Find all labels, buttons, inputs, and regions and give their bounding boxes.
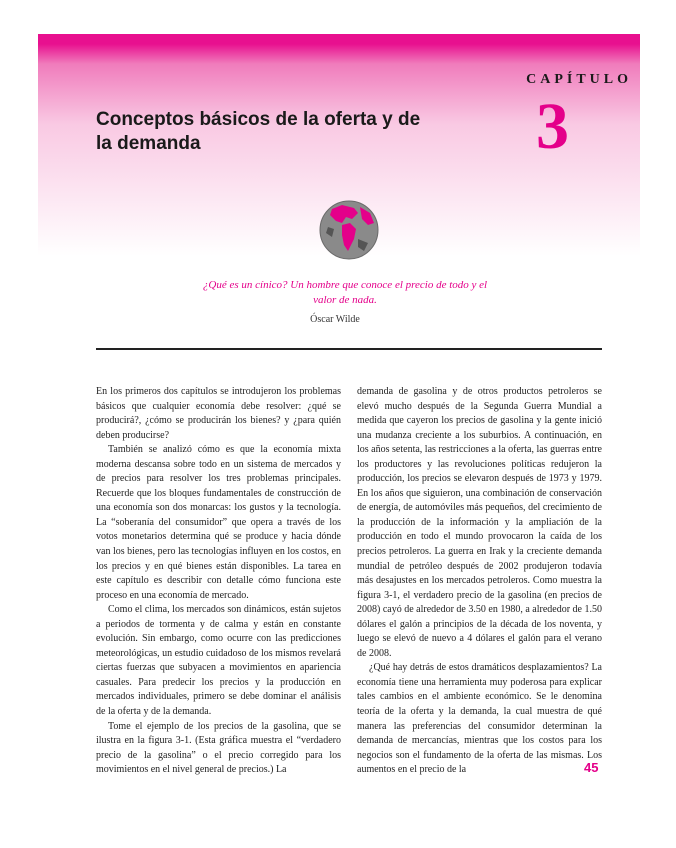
epigraph-quote: ¿Qué es un cínico? Un hombre que conoce el precio de todo y el valor de nada.: [202, 279, 488, 306]
paragraph: ¿Qué hay detrás de estos dramáticos desplazamientos? La economía tiene una herramienta muy poderosa para explicar tales cambios en el ambiente económico. Se le denomina teoría de la oferta y la demanda, la cual muestra de qué manera las preferencias del consumidor determinan la demanda de mercancías, mientras que los costos para los negocios son el fundamento de la oferta de las mismas. Los aumentos en el precio de la: [357, 662, 602, 776]
globe-icon: [318, 199, 380, 261]
chapter-label: CAPÍTULO: [526, 72, 632, 87]
paragraph: demanda de gasolina y de otros productos petroleros se elevó mucho después de la Segunda Guerra Mundial a medida que cayeron los precios de gasolina y la gente inició una mudanza creciente a los suburbios. A continuación, en los años setenta, las restricciones a la oferta, las guerras entre los productores y las revoluciones políticas redujeron la producción, los precios se elevaron después de 1973 y 1979. En los años que siguieron, una combinación de conservación de energía, de automóviles más pequeños, del crecimiento de la producción de la información y la ampliación de la producción en todo el mundo provocaron la caída de los precios petroleros. La guerra en Irak y la creciente demanda mundial de petróleo después de 2002 produjeron todavía más desajustes en los mercados petroleros. Como muestra la figura 3-1, el verdadero precio de la gasolina (en precios de 2008) cayó de alrededor de 3.50 en 1980, a alrededor de 1.50 dólares el galón a principios de la década de los noventa, y luego se elevó de nuevo a 4 dólares el galón para el verano de 2008.: [357, 386, 602, 659]
paragraph: Como el clima, los mercados son dinámicos, están sujetos a periodos de tormenta y de calma y están en constante evolución. Sin embargo, como ocurre con las predicciones meteorológicas, un estudio cuidadoso de los mismos revelará ciertas fuerzas que subyacen a movimientos en apariencia casuales. Para predecir los precios y la producción en mercados individuales, primero se debe dominar el análisis de la oferta y de la demanda.: [96, 604, 341, 718]
paragraph: También se analizó cómo es que la economía mixta moderna descansa sobre todo en un sistema de mercados y de precios para resolver los tres problemas principales. Recuerde que los bloques fundamentales de construcción de una economía son dos monarcas: los gustos y la tecnología. La “soberanía del consumidor” que opera a través de los votos monetarios determina qué se produce y hacia dónde van los bienes, pero las tecnologías influyen en los costos, en los precios y en qué bienes están disponibles. La tarea en este capítulo es describir con detalle cómo funciona este proceso en una economía de mercado.: [96, 444, 341, 601]
paragraph: En los primeros dos capítulos se introdujeron los problemas básicos que cualquier economía debe resolver: ¿qué se producirá?, ¿cómo se producirán los bienes? y ¿para quién deben producirse?: [96, 386, 341, 441]
chapter-title: Conceptos básicos de la oferta y de la demanda: [96, 109, 421, 154]
section-divider: [96, 348, 602, 350]
epigraph-author: Óscar Wilde: [310, 314, 360, 325]
page-number: 45: [584, 760, 599, 775]
chapter-number: 3: [536, 90, 569, 163]
paragraph: Tome el ejemplo de los precios de la gasolina, que se ilustra en la figura 3-1. (Esta gráfica muestra el “verdadero precio de la gasolina” o el precio corregido para los movimientos en el nivel general de precios.) La: [96, 720, 341, 776]
body-column-left: [96, 385, 341, 778]
body-column-right: [357, 385, 602, 778]
